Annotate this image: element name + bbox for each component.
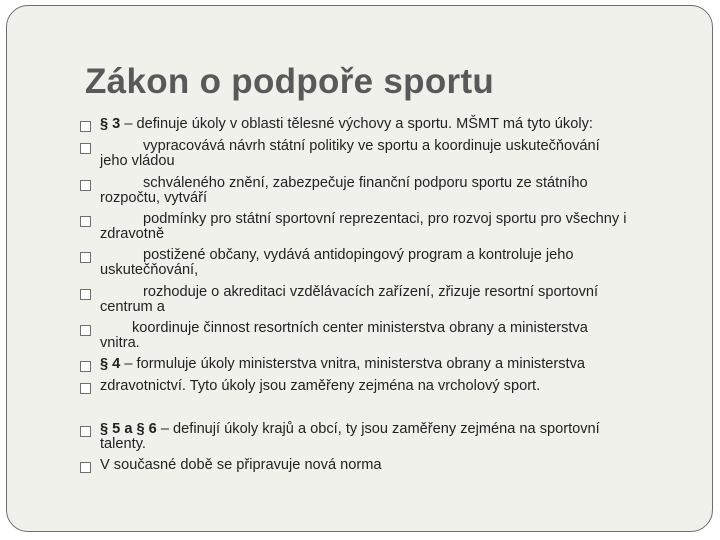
item-text: podmínky pro státní sportovní reprezentaci, pro rozvoj sportu pro všechny i	[143, 211, 627, 227]
item-continuation: rozpočtu, vytváří	[100, 190, 208, 206]
item-text: koordinuje činnost resortních center ministerstva obrany a ministerstva	[132, 320, 588, 336]
item-continuation: talenty.	[100, 436, 146, 452]
slide-title: Zákon o podpoře sportu	[85, 62, 495, 101]
square-bullet-icon	[80, 383, 91, 394]
item-text: vypracovává návrh státní politiky ve sportu a koordinuje uskutečňování	[143, 138, 600, 154]
square-bullet-icon	[80, 216, 91, 227]
section-ref: § 3	[100, 116, 121, 132]
square-bullet-icon	[80, 121, 91, 132]
item-text: schváleného znění, zabezpečuje finanční podporu sportu ze státního	[143, 175, 588, 191]
section-ref: § 4	[100, 356, 121, 372]
square-bullet-icon	[80, 325, 91, 336]
item-continuation: vnitra.	[100, 335, 140, 351]
item-continuation: jeho vládou	[100, 153, 175, 169]
item-text: – definují úkoly krajů a obcí, ty jsou zaměřeny zejména na sportovní	[156, 421, 600, 437]
item-text: – definuje úkoly v oblasti tělesné výchovy a sportu. MŠMT má tyto úkoly:	[120, 116, 593, 132]
square-bullet-icon	[80, 143, 91, 154]
square-bullet-icon	[80, 252, 91, 263]
section-ref: § 5 a § 6	[100, 421, 157, 437]
item-continuation: uskutečňování,	[100, 262, 199, 278]
square-bullet-icon	[80, 361, 91, 372]
item-text: postižené občany, vydává antidopingový program a kontroluje jeho	[143, 247, 574, 263]
item-text: zdravotnictví. Tyto úkoly jsou zaměřeny zejména na vrcholový sport.	[100, 378, 541, 394]
item-continuation: centrum a	[100, 299, 165, 315]
item-continuation: zdravotně	[100, 226, 165, 242]
square-bullet-icon	[80, 462, 91, 473]
item-text: V současné době se připravuje nová norma	[100, 457, 382, 473]
square-bullet-icon	[80, 180, 91, 191]
item-text: – formuluje úkoly ministerstva vnitra, ministerstva obrany a ministerstva	[120, 356, 586, 372]
square-bullet-icon	[80, 426, 91, 437]
square-bullet-icon	[80, 289, 91, 300]
item-text: rozhoduje o akreditaci vzdělávacích zařízení, zřizuje resortní sportovní	[143, 284, 599, 300]
